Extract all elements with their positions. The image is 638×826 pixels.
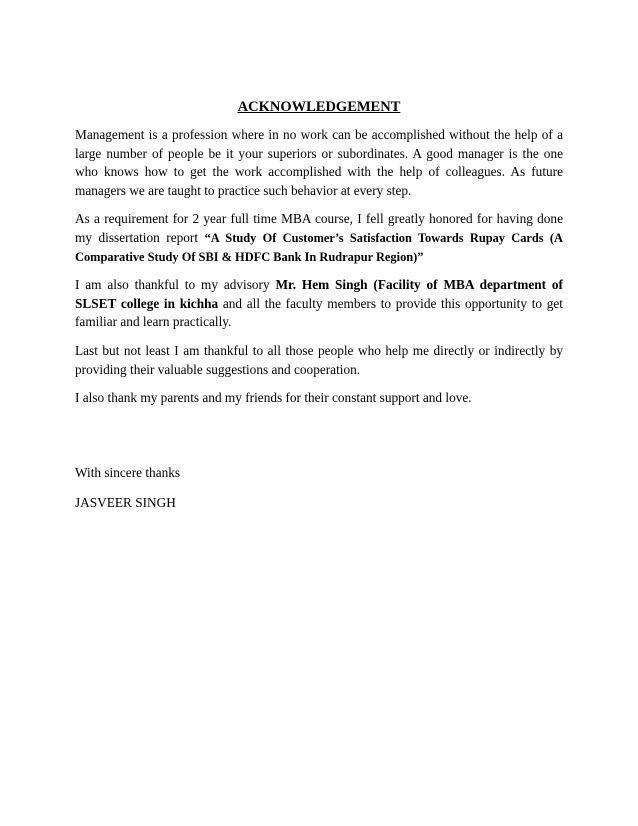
dissertation-title: “A Study Of Customer’s Satisfaction Towards Rupay Cards (A Comparative Study Of SBI & HDFC Bank In Rudrapur Region)” [75, 230, 563, 264]
advisor-suffix: and all the faculty members to provide this opportunity to get familiar and learn practically. [75, 295, 563, 330]
acknowledgement-page [75, 98, 563, 513]
paragraph-thanks-people: Last but not least I am thankful to all those people who help me directly or indirectly by providing their valuable suggestions and cooperation. [75, 342, 563, 377]
advisor-name: Mr. Hem Singh (Facility of MBA department of SLSET college in kichha [75, 277, 563, 311]
paragraph-management: Management is a profession where in no work can be accomplished without the help of a large number of people be it your superiors or subordinates. A good manager is the one who knows how to get the work accomplished with the help of colleagues. As future managers we are taught to practice such behavior at every step. [75, 127, 563, 198]
paragraph-advisor [75, 276, 563, 332]
paragraph-thanks-family: I also thank my parents and my friends for their constant support and love. [75, 390, 472, 406]
closing-salutation: With sincere thanks [75, 464, 181, 480]
signature-name: JASVEER SINGH [75, 495, 176, 511]
advisor-intro: I am also thankful to my advisory [75, 277, 276, 293]
page-title: ACKNOWLEDGEMENT [237, 99, 401, 115]
requirement-text: As a requirement for 2 year full time MBA course, I fell greatly honored for having done my dissertation report [75, 211, 563, 245]
paragraph-requirement [75, 210, 563, 266]
